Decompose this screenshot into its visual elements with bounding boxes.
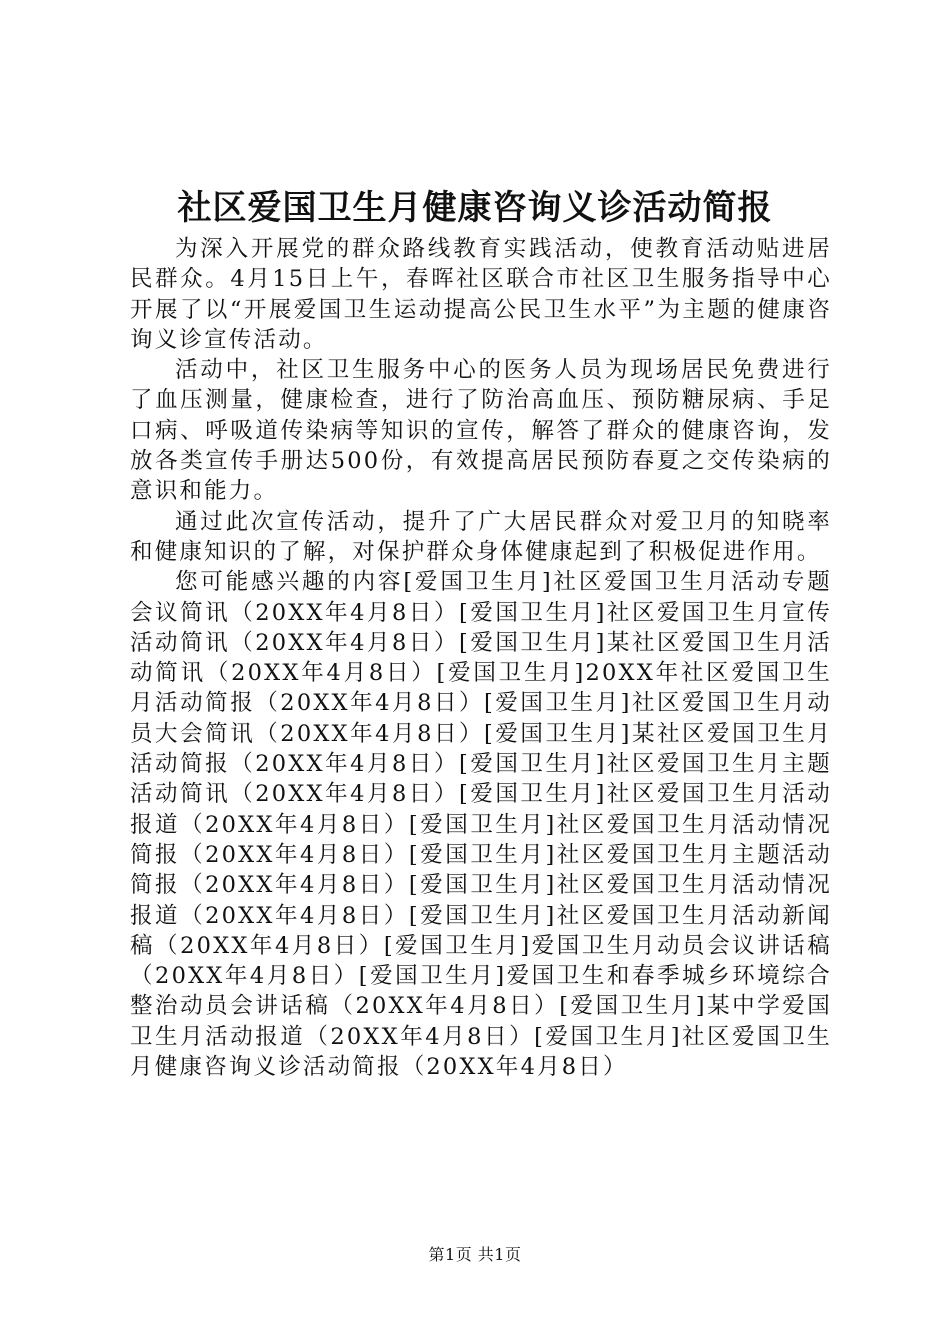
paragraph-result: 通过此次宣传活动，提升了广大居民群众对爱卫月的知晓率和健康知识的了解，对保护群众身体健康起到了积极促进作用。 — [130, 508, 832, 565]
paragraph-activity: 活动中，社区卫生服务中心的医务人员为现场居民免费进行了血压测量，健康检查，进行了防治高血压、预防糖尿病、手足口病、呼吸道传染病等知识的宣传，解答了群众的健康咨询，发放各类宣传手册达500份，有效提高居民预防春夏之交传染病的意识和能力。 — [130, 357, 832, 505]
document-title: 社区爱国卫生月健康咨询义诊活动简报 — [177, 188, 773, 228]
paragraph-intro: 为深入开展党的群众路线教育实践活动，使教育活动贴进居民群众。4月15日上午，春晖社区联合市社区卫生服务指导中心开展了以“开展爱国卫生运动提高公民卫生水平”为主题的健康咨询义诊宣传活动。 — [130, 236, 832, 353]
document-body — [130, 234, 832, 1082]
paragraph-related-content: 您可能感兴趣的内容[爱国卫生月]社区爱国卫生月活动专题会议简讯（20XX年4月8日）[爱国卫生月]社区爱国卫生月宣传活动简讯（20XX年4月8日）[爱国卫生月]某社区爱国卫生月活动简讯（20XX年4月8日）[爱国卫生月]20XX年社区爱国卫生月活动简报（20XX年4月8日）[爱国卫生月]社区爱国卫生月动员大会简讯（20XX年4月8日）[爱国卫生月]某社区爱国卫生月活动简报（20XX年4月8日）[爱国卫生月]社区爱国卫生月主题活动简讯（20XX年4月8日）[爱国卫生月]社区爱国卫生月活动报道（20XX年4月8日）[爱国卫生月]社区爱国卫生月活动情况简报（20XX年4月8日）[爱国卫生月]社区爱国卫生月主题活动简报（20XX年4月8日）[爱国卫生月]社区爱国卫生月活动情况报道（20XX年4月8日）[爱国卫生月]社区爱国卫生月活动新闻稿（20XX年4月8日）[爱国卫生月]爱国卫生月动员会议讲话稿（20XX年4月8日）[爱国卫生月]爱国卫生和春季城乡环境综合整治动员会讲话稿（20XX年4月8日）[爱国卫生月]某中学爱国卫生月活动报道（20XX年4月8日）[爱国卫生月]社区爱国卫生月健康咨询义诊活动简报（20XX年4月8日） — [130, 569, 832, 1081]
page-number-footer: 第1页 共1页 — [428, 1245, 522, 1264]
